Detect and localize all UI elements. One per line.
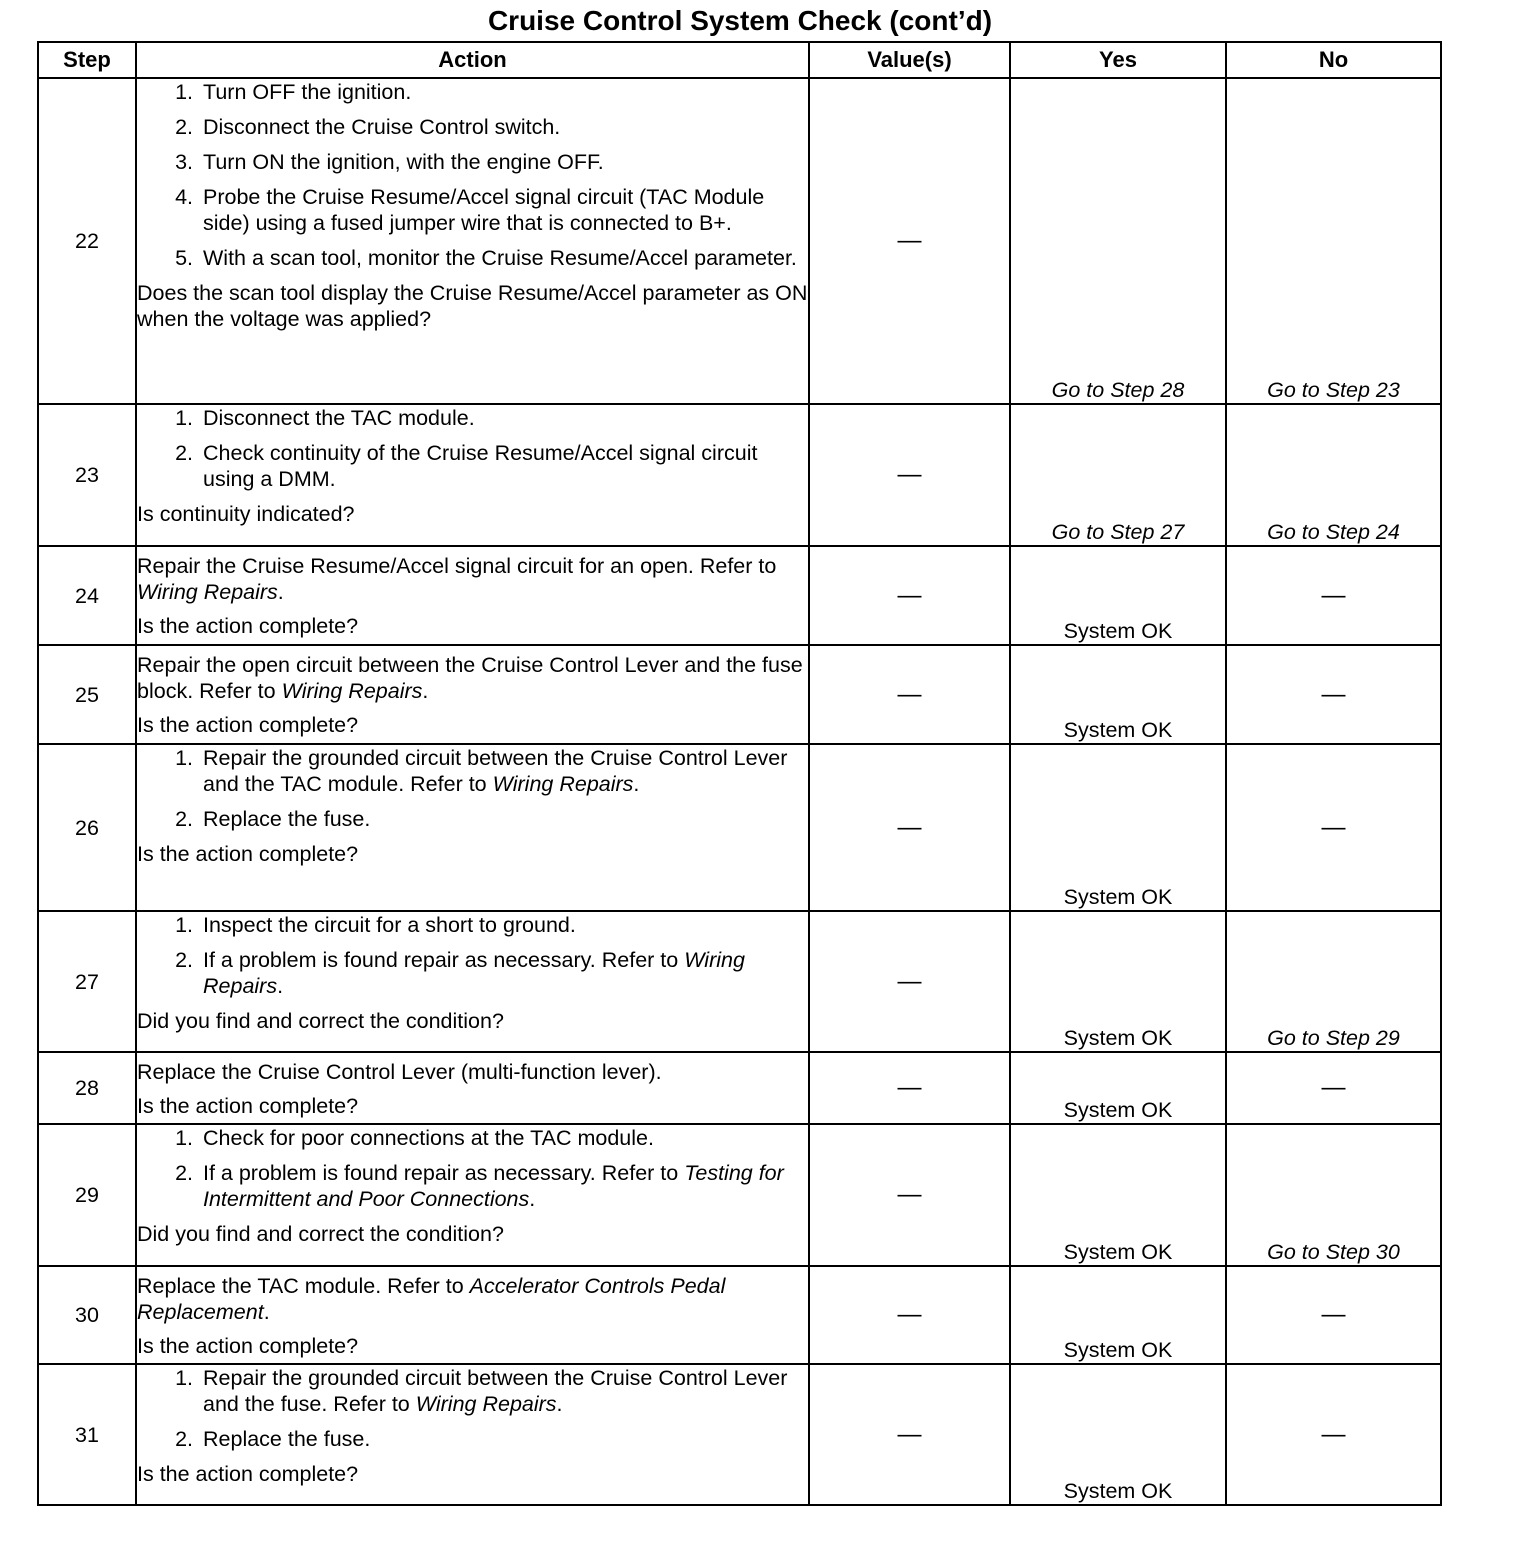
value-cell: — (809, 1266, 1010, 1364)
action-cell (136, 911, 809, 1052)
table-row (38, 911, 1441, 1052)
no-cell: Go to Step 30 (1226, 1124, 1441, 1266)
header-row (38, 42, 1441, 78)
step-number: 23 (38, 404, 136, 546)
list-item: 5. With a scan tool, monitor the Cruise Resume/Accel parameter. (175, 246, 797, 270)
value-cell: — (809, 911, 1010, 1052)
header-yes: Yes (1010, 42, 1226, 78)
yes-cell: System OK (1010, 1052, 1226, 1124)
list-item: 2. Replace the fuse. (175, 807, 371, 831)
step-number: 30 (38, 1266, 136, 1364)
yes-cell: System OK (1010, 744, 1226, 911)
value-cell: — (809, 404, 1010, 546)
no-cell: Go to Step 23 (1226, 78, 1441, 404)
question-text: Did you find and correct the condition? (137, 1222, 504, 1246)
yes-cell: System OK (1010, 546, 1226, 645)
table-row (38, 1364, 1441, 1505)
list-item: 2. Disconnect the Cruise Control switch. (175, 115, 561, 139)
action-cell (136, 1266, 809, 1364)
action-cell (136, 1124, 809, 1266)
table-row (38, 404, 1441, 546)
header-action: Action (136, 42, 809, 78)
question-text: Does the scan tool display the Cruise Resume/Accel parameter as ON when the voltage was applied? (137, 281, 808, 331)
yes-cell: System OK (1010, 1266, 1226, 1364)
table-row (38, 1266, 1441, 1364)
action-cell (136, 546, 809, 645)
step-number: 29 (38, 1124, 136, 1266)
action-cell (136, 78, 809, 404)
no-cell: — (1226, 1266, 1441, 1364)
action-text: Replace the Cruise Control Lever (multi-function lever). (137, 1060, 662, 1084)
question-text: Is the action complete? (137, 842, 359, 866)
question-text: Is continuity indicated? (137, 502, 355, 526)
value-cell: — (809, 744, 1010, 911)
yes-cell: System OK (1010, 1124, 1226, 1266)
list-item: 1. Check for poor connections at the TAC module. (175, 1126, 654, 1150)
question-text: Is the action complete? (137, 614, 359, 638)
table-row (38, 546, 1441, 645)
value-cell: — (809, 1124, 1010, 1266)
diagnostic-table (37, 41, 1442, 1506)
question-text: Is the action complete? (137, 1462, 359, 1486)
yes-cell: System OK (1010, 1364, 1226, 1505)
action-cell (136, 645, 809, 744)
table-row (38, 645, 1441, 744)
table-row (38, 744, 1441, 911)
step-number: 28 (38, 1052, 136, 1124)
yes-cell: Go to Step 28 (1010, 78, 1226, 404)
action-cell (136, 1364, 809, 1505)
no-cell: — (1226, 744, 1441, 911)
list-item: 2. If a problem is found repair as necessary. Refer to Wiring Repairs. (175, 948, 745, 998)
list-item: 2. Check continuity of the Cruise Resume/Accel signal circuit using a DMM. (175, 441, 758, 491)
no-cell: — (1226, 645, 1441, 744)
action-cell (136, 404, 809, 546)
table-row (38, 1124, 1441, 1266)
list-item: 3. Turn ON the ignition, with the engine OFF. (175, 150, 604, 174)
step-number: 24 (38, 546, 136, 645)
no-cell: Go to Step 29 (1226, 911, 1441, 1052)
value-cell: — (809, 1052, 1010, 1124)
action-text: Repair the Cruise Resume/Accel signal circuit for an open. Refer to Wiring Repairs. (137, 554, 777, 604)
value-cell: — (809, 546, 1010, 645)
question-text: Did you find and correct the condition? (137, 1009, 504, 1033)
step-number: 25 (38, 645, 136, 744)
step-number: 22 (38, 78, 136, 404)
value-cell: — (809, 645, 1010, 744)
table-row (38, 78, 1441, 404)
step-number: 26 (38, 744, 136, 911)
header-no: No (1226, 42, 1441, 78)
yes-cell: System OK (1010, 911, 1226, 1052)
action-text: Replace the TAC module. Refer to Accelerator Controls Pedal Replacement. (137, 1274, 726, 1324)
step-number: 31 (38, 1364, 136, 1505)
list-item: 1. Repair the grounded circuit between the Cruise Control Lever and the fuse. Refer to Wiring Repairs. (175, 1366, 788, 1416)
value-cell: — (809, 1364, 1010, 1505)
list-item: 2. If a problem is found repair as necessary. Refer to Testing for Intermittent and Poor Connections. (175, 1161, 784, 1211)
yes-cell: Go to Step 27 (1010, 404, 1226, 546)
no-cell: — (1226, 1364, 1441, 1505)
question-text: Is the action complete? (137, 1334, 359, 1358)
no-cell: Go to Step 24 (1226, 404, 1441, 546)
list-item: 1. Disconnect the TAC module. (175, 406, 475, 430)
header-step: Step (38, 42, 136, 78)
value-cell: — (809, 78, 1010, 404)
table-row (38, 1052, 1441, 1124)
list-item: 1. Inspect the circuit for a short to ground. (175, 913, 576, 937)
page-title: Cruise Control System Check (cont’d) (487, 5, 993, 36)
list-item: 4. Probe the Cruise Resume/Accel signal circuit (TAC Module side) using a fused jumper wire that is connected to B+. (175, 185, 765, 235)
question-text: Is the action complete? (137, 1094, 359, 1118)
no-cell: — (1226, 546, 1441, 645)
action-text: Repair the open circuit between the Cruise Control Lever and the fuse block. Refer to Wiring Repairs. (137, 653, 803, 703)
action-cell (136, 1052, 809, 1124)
step-number: 27 (38, 911, 136, 1052)
action-cell (136, 744, 809, 911)
yes-cell: System OK (1010, 645, 1226, 744)
header-values: Value(s) (809, 42, 1010, 78)
question-text: Is the action complete? (137, 713, 359, 737)
list-item: 1. Turn OFF the ignition. (175, 80, 412, 104)
list-item: 1. Repair the grounded circuit between the Cruise Control Lever and the TAC module. Refer to Wiring Repairs. (175, 746, 788, 796)
no-cell: — (1226, 1052, 1441, 1124)
list-item: 2. Replace the fuse. (175, 1427, 371, 1451)
